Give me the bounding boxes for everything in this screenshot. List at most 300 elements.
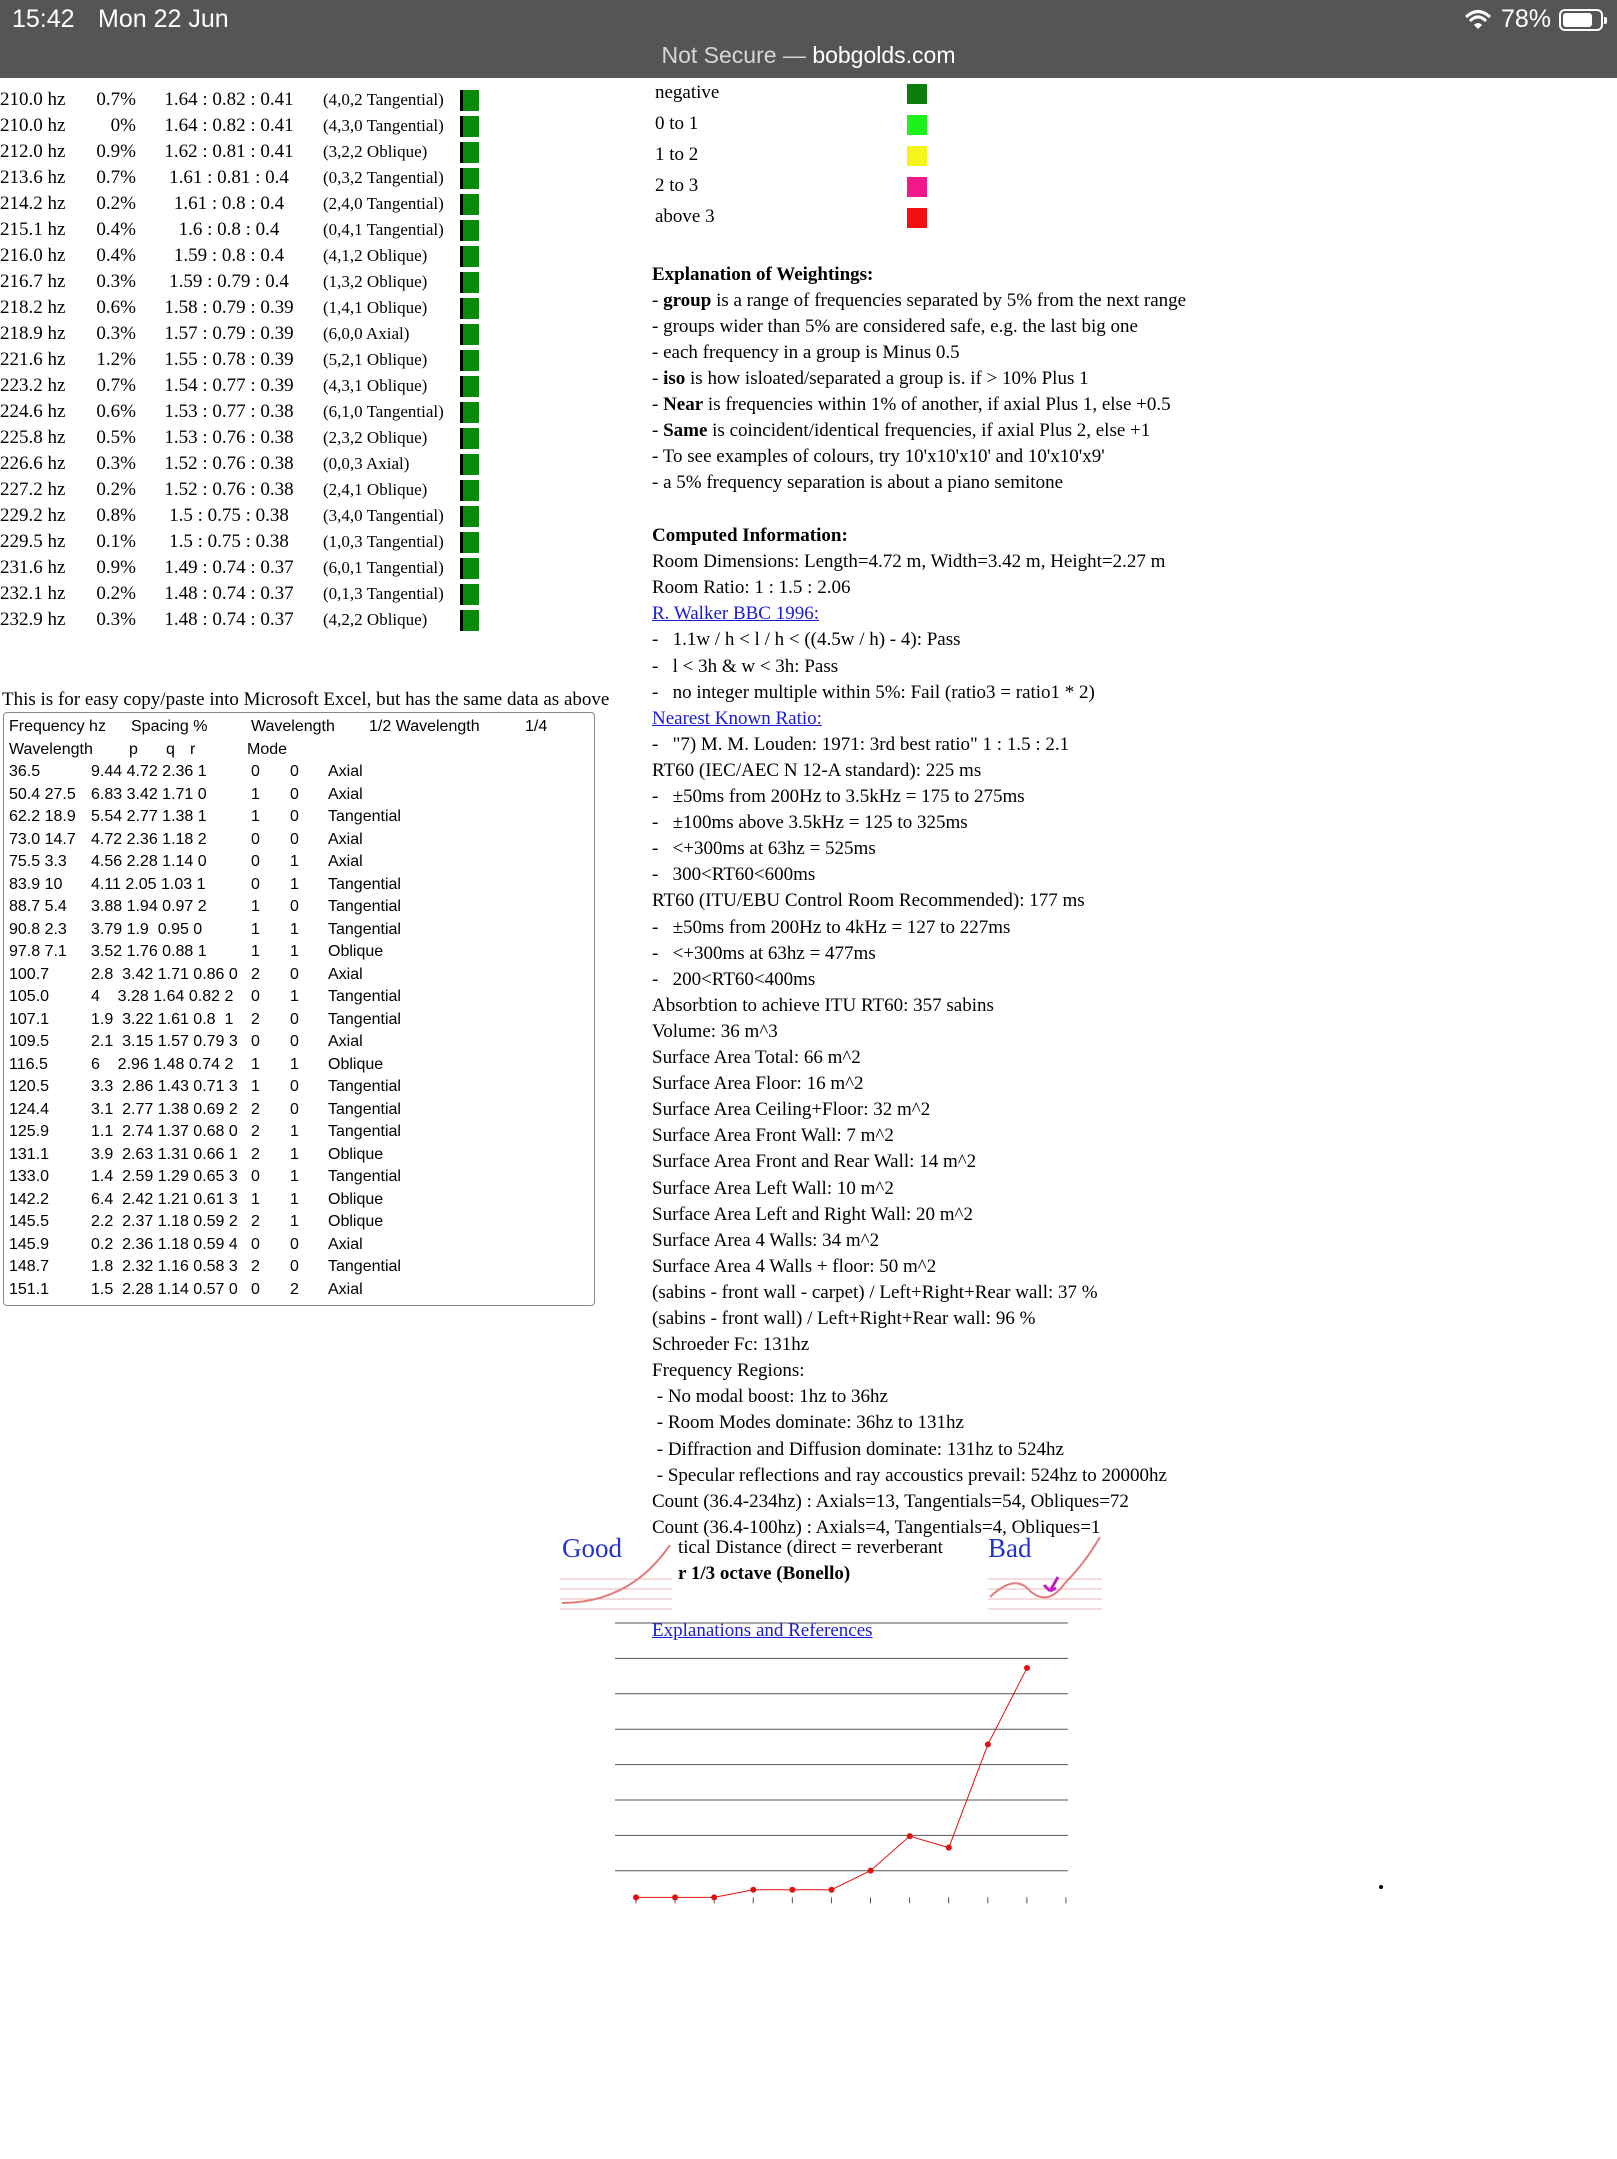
mode-pct: 0.9% xyxy=(96,557,136,578)
computed-line: - <+300ms at 63hz = 477ms xyxy=(652,942,876,964)
mode-weight-bar xyxy=(460,350,479,371)
mode-type: (2,3,2 Oblique) xyxy=(323,428,428,447)
legend-swatch xyxy=(907,115,927,135)
excel-cell: 1/4 xyxy=(525,718,548,735)
excel-cell: 1 xyxy=(290,988,299,1005)
legend-label: negative xyxy=(655,82,720,103)
mode-ratio: 1.54 : 0.77 : 0.39 xyxy=(164,375,294,396)
excel-cell: 1 xyxy=(290,1055,299,1073)
excel-cell: 0 xyxy=(251,1033,260,1050)
mode-pct: 0.1% xyxy=(96,531,136,552)
excel-cell: 151.1 xyxy=(9,1280,50,1298)
excel-cell: 3.88 1.94 0.97 2 xyxy=(91,898,207,915)
excel-cell: 2.1 3.15 1.57 0.79 3 xyxy=(91,1033,238,1050)
excel-cell: 0 xyxy=(290,898,299,915)
explanation-pre: - xyxy=(652,394,664,415)
computed-line: Surface Area Left Wall: 10 m^2 xyxy=(652,1177,894,1199)
excel-cell: 73.0 14.7 xyxy=(9,830,76,848)
battery-fill xyxy=(1563,13,1592,27)
excel-cell: 124.4 xyxy=(9,1100,50,1118)
computed-line: Count (36.4-234hz) : Axials=13, Tangentials=54, Obliques=72 xyxy=(652,1490,1129,1512)
explanation-bold: group xyxy=(663,290,712,311)
url-bar[interactable] xyxy=(0,40,1617,78)
excel-cell: 6.4 2.42 1.21 0.61 3 xyxy=(91,1190,238,1208)
excel-cell: 1.5 2.28 1.14 0.57 0 xyxy=(91,1280,238,1298)
mode-weight-bar xyxy=(460,376,479,397)
mode-ratio: 1.61 : 0.81 : 0.4 xyxy=(169,167,289,188)
legend-label: above 3 xyxy=(655,206,715,227)
mode-ratio: 1.52 : 0.76 : 0.38 xyxy=(164,479,294,500)
computed-line: (sabins - front wall) / Left+Right+Rear wall: 96 % xyxy=(652,1308,1036,1329)
excel-cell: 50.4 27.5 xyxy=(9,785,76,803)
mode-type: (4,0,2 Tangential) xyxy=(323,90,444,109)
excel-cell: 0 xyxy=(251,1235,260,1253)
excel-cell: 0 xyxy=(290,1258,299,1275)
mode-type: (4,1,2 Oblique) xyxy=(323,246,428,265)
mode-weight-bar xyxy=(460,610,479,631)
chart-series-line xyxy=(636,1668,1027,1897)
mode-pct: 0.2% xyxy=(96,193,136,214)
excel-data-box[interactable] xyxy=(3,712,595,1306)
mode-weight-bar xyxy=(460,454,479,475)
status-right xyxy=(1463,5,1603,34)
mode-type: (0,1,3 Tangential) xyxy=(323,584,444,603)
computed-line: Surface Area Left and Right Wall: 20 m^2 xyxy=(652,1203,973,1225)
computed-line: - l < 3h & w < 3h: Pass xyxy=(652,655,839,677)
mode-freq: 218.9 hz xyxy=(0,323,66,344)
excel-cell: 0 xyxy=(290,1078,299,1095)
excel-cell: p xyxy=(129,740,138,758)
excel-cell: Axial xyxy=(328,853,363,870)
excel-cell: 1 xyxy=(290,1123,299,1140)
url-separator: — xyxy=(776,42,813,68)
mode-ratio: 1.6 : 0.8 : 0.4 xyxy=(178,219,280,240)
mode-type: (0,0,3 Axial) xyxy=(323,454,410,473)
excel-cell: 148.7 xyxy=(9,1258,50,1275)
excel-cell: Spacing % xyxy=(131,718,208,735)
mode-freq: 212.0 hz xyxy=(0,141,66,162)
cut-off-row xyxy=(0,74,480,80)
stray-dot xyxy=(1379,1885,1383,1889)
mode-ratio: 1.5 : 0.75 : 0.38 xyxy=(169,531,289,552)
excel-cell: 0 xyxy=(290,830,299,848)
mode-ratio: 1.62 : 0.81 : 0.41 xyxy=(164,141,294,162)
mode-freq: 229.5 hz xyxy=(0,531,66,552)
url-domain: bobgolds.com xyxy=(812,42,956,68)
excel-cell: 6 2.96 1.48 0.74 2 xyxy=(91,1055,234,1073)
mode-freq: 210.0 hz xyxy=(0,89,66,110)
excel-cell: 83.9 10 xyxy=(9,875,63,893)
explanation-line xyxy=(652,366,1089,392)
excel-cell: 1 xyxy=(251,785,260,803)
excel-cell: r xyxy=(190,740,196,758)
explanation-bold: Near xyxy=(663,394,704,415)
computed-line: - "7) M. M. Louden: 1971: 3rd best ratio" 1 : 1.5 : 2.1 xyxy=(652,733,1070,755)
excel-cell: 116.5 xyxy=(9,1055,48,1073)
excel-cell: 2 xyxy=(290,1280,299,1298)
chart-point xyxy=(946,1845,952,1851)
excel-cell: 4.11 2.05 1.03 1 xyxy=(91,875,206,893)
explanation-bold: Same xyxy=(663,420,708,441)
mode-pct: 0.9% xyxy=(96,141,136,162)
mode-freq: 221.6 hz xyxy=(0,349,66,370)
reference-link[interactable]: Nearest Known Ratio: xyxy=(652,707,822,729)
good-label: Good xyxy=(562,1533,622,1563)
mode-freq: 216.0 hz xyxy=(0,245,66,266)
excel-cell: Tangential xyxy=(328,1010,401,1028)
computed-line: - No modal boost: 1hz to 36hz xyxy=(652,1386,888,1408)
excel-cell: 1 xyxy=(251,898,260,915)
excel-cell: Wavelength xyxy=(251,718,335,735)
explanation-line xyxy=(652,288,1186,314)
mode-pct: 0.6% xyxy=(96,401,136,422)
excel-cell: Axial xyxy=(328,830,363,848)
excel-cell: 0 xyxy=(290,785,299,803)
excel-cell: 62.2 18.9 xyxy=(9,808,76,825)
excel-cell: 3.3 2.86 1.43 0.71 3 xyxy=(91,1078,238,1095)
excel-cell: 1.9 3.22 1.61 0.8 1 xyxy=(91,1010,234,1028)
excel-cell: 0 xyxy=(251,988,260,1005)
excel-cell: q xyxy=(166,740,175,758)
computed-line: Room Dimensions: Length=4.72 m, Width=3.42 m, Height=2.27 m xyxy=(652,551,1166,573)
explanation-title: Explanation of Weightings: xyxy=(652,264,874,285)
excel-cell: Tangential xyxy=(328,1100,401,1118)
mode-ratio: 1.64 : 0.82 : 0.41 xyxy=(164,89,294,110)
mode-pct: 0.7% xyxy=(96,89,136,110)
legend-item xyxy=(655,113,698,139)
computed-line: - ±50ms from 200Hz to 4kHz = 127 to 227ms xyxy=(652,916,1011,938)
mode-freq: 216.7 hz xyxy=(0,271,66,292)
excel-cell: 3.1 2.77 1.38 0.69 2 xyxy=(91,1100,238,1118)
computed-line: - 1.1w / h < l / h < ((4.5w / h) - 4): Pass xyxy=(652,629,961,651)
computed-line: RT60 (ITU/EBU Control Room Recommended): 177 ms xyxy=(652,890,1085,912)
mode-pct: 0% xyxy=(110,115,136,136)
copy-note: This is for easy copy/paste into Microsoft Excel, but has the same data as above xyxy=(2,689,610,710)
computed-line: Surface Area Ceiling+Floor: 32 m^2 xyxy=(652,1099,931,1121)
explanation-pre: - To see examples of colours, try 10'x10'x10' and 10'x10'x9' xyxy=(652,446,1105,467)
mode-freq: 223.2 hz xyxy=(0,375,66,396)
excel-cell: 0 xyxy=(251,1280,260,1298)
chart-point xyxy=(985,1741,991,1747)
excel-cell: 0.2 2.36 1.18 0.59 4 xyxy=(91,1235,238,1253)
mode-type: (6,1,0 Tangential) xyxy=(323,402,444,421)
excel-cell: 36.5 xyxy=(9,763,41,780)
excel-cell: Oblique xyxy=(328,943,384,960)
excel-cell: Oblique xyxy=(328,1213,384,1230)
excel-cell: 145.5 xyxy=(9,1213,50,1230)
explanation-text: is a range of frequencies separated by 5% from the next range xyxy=(711,290,1187,311)
mode-type: (3,2,2 Oblique) xyxy=(323,142,428,161)
excel-cell: Oblique xyxy=(328,1145,384,1163)
mode-ratio: 1.55 : 0.78 : 0.39 xyxy=(164,349,294,370)
mode-type: (4,3,1 Oblique) xyxy=(323,376,428,395)
mode-type: (6,0,0 Axial) xyxy=(323,324,410,343)
legend-label: 1 to 2 xyxy=(655,144,699,165)
mode-ratio: 1.57 : 0.79 : 0.39 xyxy=(164,323,294,344)
computed-line: - 200<RT60<400ms xyxy=(652,968,816,990)
mode-freq: 225.8 hz xyxy=(0,427,66,448)
mode-type: (1,0,3 Tangential) xyxy=(323,532,444,551)
explanation-pre: - xyxy=(652,368,664,389)
mode-type: (1,3,2 Oblique) xyxy=(323,272,428,291)
mode-weight-bar xyxy=(460,116,479,137)
mode-pct: 1.2% xyxy=(96,349,136,370)
explanation-pre: - a 5% frequency separation is about a piano semitone xyxy=(652,472,1063,493)
explanation-text: is coincident/identical frequencies, if axial Plus 2, else +1 xyxy=(707,420,1151,441)
explanation-pre: - each frequency in a group is Minus 0.5 xyxy=(652,342,960,363)
mode-freq: 218.2 hz xyxy=(0,297,66,318)
mode-weight-bar xyxy=(460,480,479,501)
mode-type: (3,4,0 Tangential) xyxy=(323,506,444,525)
excel-cell: 1 xyxy=(251,1190,260,1208)
mode-weight-bar xyxy=(460,324,479,345)
excel-cell: Axial xyxy=(328,1280,363,1298)
explanation-line xyxy=(652,470,1063,496)
excel-cell: 0 xyxy=(251,830,260,848)
excel-cell: 1 xyxy=(251,1055,260,1073)
excel-cell: Tangential xyxy=(328,988,401,1005)
excel-cell: 1/2 Wavelength xyxy=(369,718,480,735)
explanation-text: is how isloated/separated a group is. if > 10% Plus 1 xyxy=(685,368,1089,389)
mode-ratio: 1.48 : 0.74 : 0.37 xyxy=(164,609,294,630)
mode-freq: 232.1 hz xyxy=(0,583,66,604)
battery-icon xyxy=(1559,9,1603,31)
excel-cell: 0 xyxy=(290,1010,299,1028)
excel-cell: 1.1 2.74 1.37 0.68 0 xyxy=(91,1123,238,1140)
legend-label: 0 to 1 xyxy=(655,113,699,134)
computed-line: Absorbtion to achieve ITU RT60: 357 sabins xyxy=(652,994,994,1016)
mode-type: (1,4,1 Oblique) xyxy=(323,298,428,317)
excel-cell: Tangential xyxy=(328,898,401,915)
excel-cell: 1 xyxy=(290,943,299,960)
computed-line: Surface Area Front Wall: 7 m^2 xyxy=(652,1125,894,1147)
excel-cell: Oblique xyxy=(328,1190,384,1208)
mode-pct: 0.4% xyxy=(96,219,136,240)
bonello-chart xyxy=(610,1615,1080,1925)
mode-freq: 213.6 hz xyxy=(0,167,66,188)
chart-point xyxy=(711,1894,717,1900)
computed-line: RT60 (IEC/AEC N 12-A standard): 225 ms xyxy=(652,759,982,781)
mode-ratio: 1.61 : 0.8 : 0.4 xyxy=(173,193,285,214)
mode-pct: 0.4% xyxy=(96,245,136,266)
excel-cell: 0 xyxy=(251,853,260,870)
excel-cell: 1 xyxy=(290,1213,299,1230)
computed-title: Computed Information: xyxy=(652,525,848,546)
good-bad-overlay xyxy=(560,1533,1105,1613)
legend-swatch xyxy=(907,146,927,166)
explanation-pre: - xyxy=(652,290,664,311)
excel-cell: Axial xyxy=(328,763,363,780)
excel-cell: 1 xyxy=(251,943,260,960)
chart-point xyxy=(1024,1665,1030,1671)
mode-type: (0,3,2 Tangential) xyxy=(323,168,444,187)
explanations-references-link[interactable]: Explanations and References xyxy=(652,1620,873,1641)
mode-type: (5,2,1 Oblique) xyxy=(323,350,428,369)
computed-line: - Room Modes dominate: 36hz to 131hz xyxy=(652,1412,964,1434)
excel-cell: Frequency hz xyxy=(9,718,106,735)
mode-freq: 229.2 hz xyxy=(0,505,66,526)
excel-cell: 4 3.28 1.64 0.82 2 xyxy=(91,988,234,1005)
chart-point xyxy=(868,1868,874,1874)
mode-weight-bar xyxy=(460,272,479,293)
excel-cell: 1 xyxy=(251,920,260,938)
excel-cell: 0 xyxy=(290,965,299,983)
mode-ratio: 1.59 : 0.79 : 0.4 xyxy=(169,271,289,292)
computed-line: Surface Area 4 Walls + floor: 50 m^2 xyxy=(652,1255,937,1277)
computed-line: - ±100ms above 3.5kHz = 125 to 325ms xyxy=(652,812,968,834)
mode-type: (4,3,0 Tangential) xyxy=(323,116,444,135)
excel-cell: 1 xyxy=(290,853,299,870)
computed-line: - Diffraction and Diffusion dominate: 131hz to 524hz xyxy=(652,1438,1064,1460)
excel-cell: 1 xyxy=(251,808,260,825)
computed-line: Surface Area Total: 66 m^2 xyxy=(652,1047,861,1068)
excel-cell: Oblique xyxy=(328,1055,384,1073)
mode-pct: 0.7% xyxy=(96,375,136,396)
battery-percent: 78% xyxy=(1500,5,1551,33)
excel-cell: 2 xyxy=(251,1100,260,1118)
excel-cell: 120.5 xyxy=(9,1078,50,1095)
legend-swatch xyxy=(907,177,927,197)
excel-cell: Tangential xyxy=(328,808,401,825)
legend-item xyxy=(655,175,698,201)
mode-pct: 0.8% xyxy=(96,505,136,526)
excel-cell: 88.7 5.4 xyxy=(9,898,67,915)
mode-pct: 0.5% xyxy=(96,427,136,448)
excel-cell: Axial xyxy=(328,785,363,803)
bonello-partial: r 1/3 octave (Bonello) xyxy=(678,1563,851,1584)
excel-cell: 0 xyxy=(290,1100,299,1118)
status-bar xyxy=(0,0,1617,40)
chart-point xyxy=(633,1894,639,1900)
critical-distance-partial: tical Distance (direct = reverberant xyxy=(678,1537,943,1558)
excel-cell: Tangential xyxy=(328,1168,401,1185)
computed-line: Surface Area Front and Rear Wall: 14 m^2 xyxy=(652,1151,977,1173)
excel-cell: 2.8 3.42 1.71 0.86 0 xyxy=(91,965,238,983)
explanation-line xyxy=(652,444,1105,470)
mode-ratio: 1.58 : 0.79 : 0.39 xyxy=(164,297,294,318)
excel-cell: 4.56 2.28 1.14 0 xyxy=(91,853,207,870)
excel-cell: 1.8 2.32 1.16 0.58 3 xyxy=(91,1258,238,1275)
excel-cell: Axial xyxy=(328,1235,363,1253)
excel-cell: Mode xyxy=(247,740,288,758)
mode-freq: 210.0 hz xyxy=(0,115,66,136)
excel-cell: Axial xyxy=(328,1033,363,1050)
mode-weight-bar xyxy=(460,532,479,553)
excel-cell: Tangential xyxy=(328,1123,401,1140)
mode-weight-bar xyxy=(460,220,479,241)
excel-cell: 75.5 3.3 xyxy=(9,853,67,870)
chart-point xyxy=(907,1833,913,1839)
explanation-line xyxy=(652,418,1150,444)
mode-freq: 214.2 hz xyxy=(0,193,66,214)
computed-line: Frequency Regions: xyxy=(652,1360,805,1382)
excel-cell: 0 xyxy=(290,763,299,780)
legend-swatch xyxy=(907,84,927,104)
mode-weight-bar xyxy=(460,402,479,423)
explanation-pre: - groups wider than 5% are considered safe, e.g. the last big one xyxy=(652,316,1138,337)
excel-cell: 2 xyxy=(251,1213,260,1230)
mode-ratio: 1.52 : 0.76 : 0.38 xyxy=(164,453,294,474)
excel-cell: 3.9 2.63 1.31 0.66 1 xyxy=(91,1145,238,1163)
mode-weight-bar xyxy=(460,298,479,319)
legend-item xyxy=(655,144,698,170)
excel-cell: 0 xyxy=(251,875,260,893)
excel-cell: 3.52 1.76 0.88 1 xyxy=(91,943,207,960)
wifi-icon xyxy=(1463,9,1493,31)
security-label: Not Secure xyxy=(661,42,777,68)
mode-freq: 232.9 hz xyxy=(0,609,66,630)
chart-point xyxy=(672,1894,678,1900)
excel-cell: 2 xyxy=(251,1010,260,1028)
legend-item xyxy=(655,82,719,108)
excel-cell: 1.4 2.59 1.29 0.65 3 xyxy=(91,1168,238,1185)
mode-type: (2,4,1 Oblique) xyxy=(323,480,428,499)
bad-label: Bad xyxy=(988,1533,1032,1563)
computed-line: - 300<RT60<600ms xyxy=(652,864,816,886)
bonello-chart-svg xyxy=(610,1615,1080,1925)
excel-cell: 1 xyxy=(290,1145,299,1163)
legend-label: 2 to 3 xyxy=(655,175,699,196)
mode-ratio: 1.53 : 0.77 : 0.38 xyxy=(164,401,294,422)
excel-cell: 100.7 xyxy=(9,965,50,983)
excel-cell: Axial xyxy=(328,965,363,983)
excel-cell: 90.8 2.3 xyxy=(9,920,67,938)
mode-type: (2,4,0 Tangential) xyxy=(323,194,444,213)
excel-cell: 2 xyxy=(251,1145,260,1163)
mode-freq: 231.6 hz xyxy=(0,557,66,578)
excel-cell: Tangential xyxy=(328,1258,401,1275)
excel-cell: 145.9 xyxy=(9,1235,50,1253)
mode-weight-bar xyxy=(460,168,479,189)
excel-cell: 4.72 2.36 1.18 2 xyxy=(91,830,207,848)
computed-line: Volume: 36 m^3 xyxy=(652,1020,778,1042)
mode-freq: 227.2 hz xyxy=(0,479,66,500)
mode-pct: 0.2% xyxy=(96,583,136,604)
computed-line: - ±50ms from 200Hz to 3.5kHz = 175 to 275ms xyxy=(652,786,1025,807)
computed-line: - Specular reflections and ray accoustics prevail: 524hz to 20000hz xyxy=(652,1464,1167,1486)
chart-point xyxy=(750,1887,756,1893)
mode-ratio: 1.64 : 0.82 : 0.41 xyxy=(164,115,294,136)
computed-line: - no integer multiple within 5%: Fail (ratio3 = ratio1 * 2) xyxy=(652,681,1095,703)
mode-type: (0,4,1 Tangential) xyxy=(323,220,444,239)
mode-freq: 226.6 hz xyxy=(0,453,66,474)
mode-pct: 0.3% xyxy=(96,323,136,344)
excel-cell: 107.1 xyxy=(9,1010,50,1028)
mode-pct: 0.3% xyxy=(96,609,136,630)
explanation-line xyxy=(652,340,960,366)
mode-freq: 215.1 hz xyxy=(0,219,66,240)
computed-line: Room Ratio: 1 : 1.5 : 2.06 xyxy=(652,577,851,599)
mode-weight-bar xyxy=(460,558,479,579)
excel-cell: Tangential xyxy=(328,920,401,938)
explanation-bold: iso xyxy=(663,368,686,389)
mode-ratio: 1.59 : 0.8 : 0.4 xyxy=(173,245,285,266)
mode-weight-bar xyxy=(460,428,479,449)
excel-cell: Tangential xyxy=(328,1078,401,1095)
mode-ratio: 1.48 : 0.74 : 0.37 xyxy=(164,583,294,604)
computed-line: (sabins - front wall - carpet) / Left+Right+Rear wall: 37 % xyxy=(652,1281,1098,1303)
mode-weight-bar xyxy=(460,90,479,111)
reference-link[interactable]: R. Walker BBC 1996: xyxy=(652,603,820,625)
excel-cell: 1 xyxy=(251,1078,260,1095)
mode-pct: 0.3% xyxy=(96,453,136,474)
excel-cell: 125.9 xyxy=(9,1123,50,1140)
excel-cell: 2 xyxy=(251,1258,260,1275)
explanation-text: is frequencies within 1% of another, if axial Plus 1, else +0.5 xyxy=(703,394,1171,415)
excel-cell: 0 xyxy=(290,1235,299,1253)
excel-cell: 6.83 3.42 1.71 0 xyxy=(91,785,207,803)
status-time: 15:42 xyxy=(12,5,75,33)
